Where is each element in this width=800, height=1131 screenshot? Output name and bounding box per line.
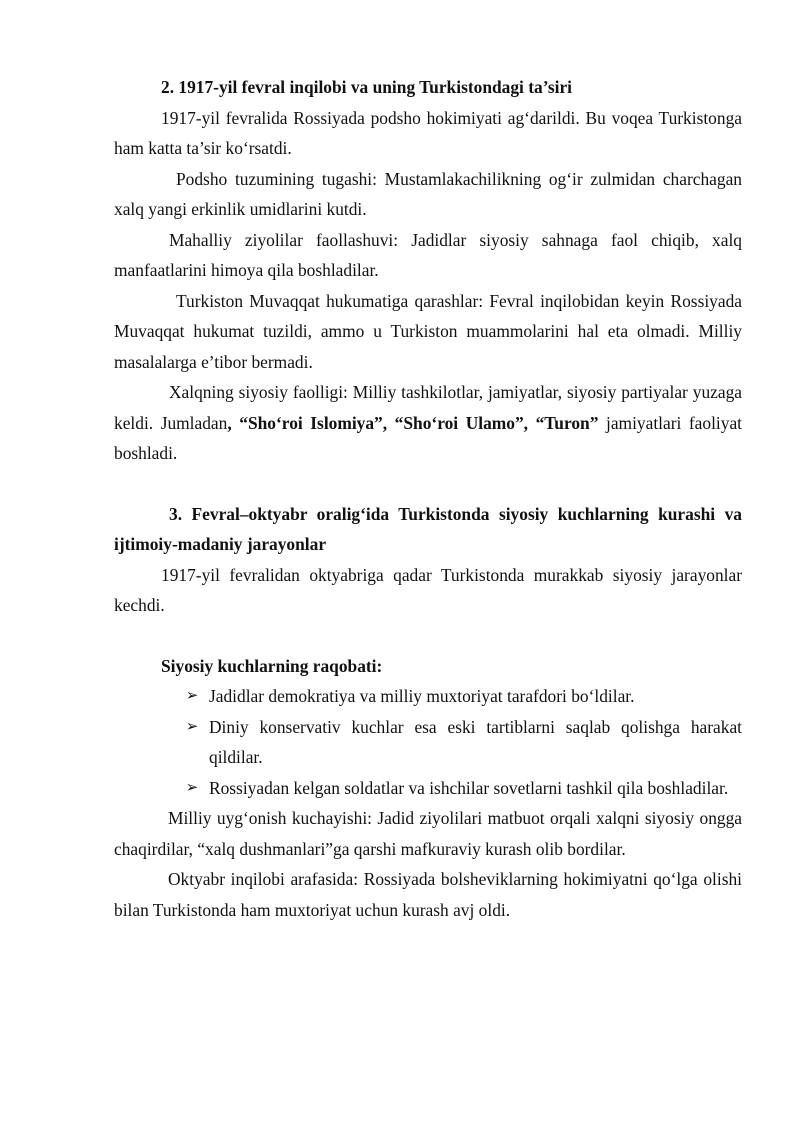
arrowhead-bullet-icon: ➢ [185, 688, 199, 704]
section-2-paragraph-3: Turkiston Muvaqqat hukumatiga qarashlar: Fevral inqilobidan keyin Rossiyada Muvaqqat hukumat tuzildi, ammo u Turkiston muammolarini hal eta olmadi. Milliy masalalarga e’tibor bermadi. [114, 290, 742, 372]
section-2-heading: 2. 1917-yil fevral inqilobi va uning Turkistondagi ta’siri [161, 77, 573, 97]
list-item: ➢ Diniy konservativ kuchlar esa eski tartiblarni saqlab qolishga harakat qildilar. [209, 712, 742, 773]
section-2-paragraph-4 [114, 377, 742, 469]
section-2-paragraph-1: Podsho tuzumining tugashi: Mustamlakachilikning og‘ir zulmidan charchagan xalq yangi erkinlik umidlarini kutdi. [114, 168, 742, 219]
rivalry-list [114, 681, 742, 803]
section-2-intro: 1917-yil fevralida Rossiyada podsho hokimiyati ag‘darildi. Bu voqea Turkistonga ham katta ta’sir ko‘rsatdi. [114, 107, 742, 158]
section-2-paragraph-2: Mahalliy ziyolilar faollashuvi: Jadidlar siyosiy sahnaga faol chiqib, xalq manfaatlarini himoya qila boshladilar. [114, 229, 742, 280]
paragraph-4-end: jamiyatlari faoliyat boshladi. [114, 412, 743, 463]
society-names: , “Sho‘roi Islomiya”, “Sho‘roi Ulamo”, “Turon” [227, 412, 599, 433]
paragraph-4-start: Xalqning siyosiy faolligi: Milliy tashkilotlar, jamiyatlar, siyosiy partiyalar yuzaga keldi. Jumladan [114, 382, 742, 433]
spacer [114, 469, 742, 499]
arrowhead-bullet-icon: ➢ [185, 718, 199, 735]
section-3-subheading: Siyosiy kuchlarning raqobati: [161, 655, 383, 676]
arrowhead-bullet-icon: ➢ [185, 779, 199, 796]
list-item: ➢ Rossiyadan kelgan soldatlar va ishchilar sovetlarni tashkil qila boshladilar. [209, 773, 742, 804]
spacer [114, 621, 742, 651]
list-item: ➢ Jadidlar demokratiya va milliy muxtoriyat tarafdori bo‘ldilar. [209, 681, 742, 712]
section-3-intro: 1917-yil fevralidan oktyabriga qadar Turkistonda murakkab siyosiy jarayonlar kechdi. [114, 564, 742, 615]
section-3-paragraph-2: Oktyabr inqilobi arafasida: Rossiyada bolsheviklarning hokimiyatni qo‘lga olishi bilan Turkistonda ham muxtoriyat uchun kurash avj oldi. [114, 869, 742, 920]
section-3-paragraph-1: Milliy uyg‘onish kuchayishi: Jadid ziyolilari matbuot orqali xalqni siyosiy ongga chaqirdilar, “xalq dushmanlari”ga qarshi mafkuraviy kurash olib bordilar. [114, 808, 742, 859]
section-3-heading: 3. Fevral–oktyabr oralig‘ida Turkistonda siyosiy kuchlarning kurashi va ijtimoiy-madaniy jarayonlar [114, 503, 742, 554]
document-page [114, 72, 742, 925]
